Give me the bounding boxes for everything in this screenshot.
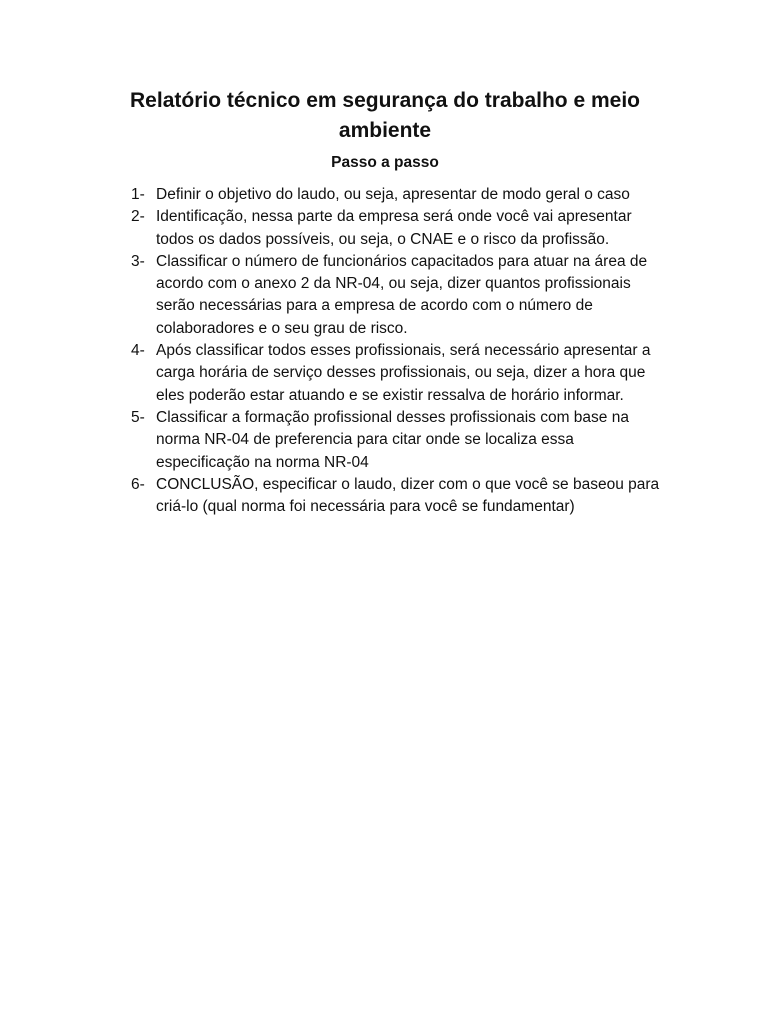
step-number: 1- [131,186,145,203]
step-number: 3- [131,252,145,270]
step-item-1 [131,184,671,206]
step-text: Classificar a formação profissional desses profissionais com base na norma NR-04 de preferencia para citar onde se localiza essa especificação na norma NR-04 [156,408,629,471]
step-number: 4- [131,342,145,360]
step-item-5 [131,407,671,474]
step-number: 6- [131,475,145,493]
step-number: 5- [131,408,145,426]
steps-list [131,184,671,518]
step-number: 2- [131,208,145,226]
step-text: Após classificar todos esses profissionais, será necessário apresentar a carga horária de serviço desses profissionais, ou seja, dizer a hora que eles poderão estar atuando e se existir ressalva de horário informar. [156,342,651,404]
step-text: Definir o objetivo do laudo, ou seja, apresentar de modo geral o caso [156,186,630,203]
step-text: CONCLUSÃO, especificar o laudo, dizer com o que você se baseou para criá-lo (qual norma foi necessária para você se fundamentar) [156,475,660,516]
step-item-6 [131,474,671,519]
step-item-2 [131,206,671,251]
step-item-4 [131,340,671,407]
document-title: Relatório técnico em segurança do trabalho e meio ambiente [130,89,640,142]
step-item-3 [131,251,671,340]
step-text: Identificação, nessa parte da empresa será onde você vai apresentar todos os dados possíveis, ou seja, o CNAE e o risco da profissão. [156,208,632,248]
step-text: Classificar o número de funcionários capacitados para atuar na área de acordo com o anexo 2 da NR-04, ou seja, dizer quantos profissionais serão necessárias para a empresa de acordo com o número de colaboradores e o seu grau de risco. [156,252,648,337]
document-subtitle: Passo a passo [331,154,439,171]
